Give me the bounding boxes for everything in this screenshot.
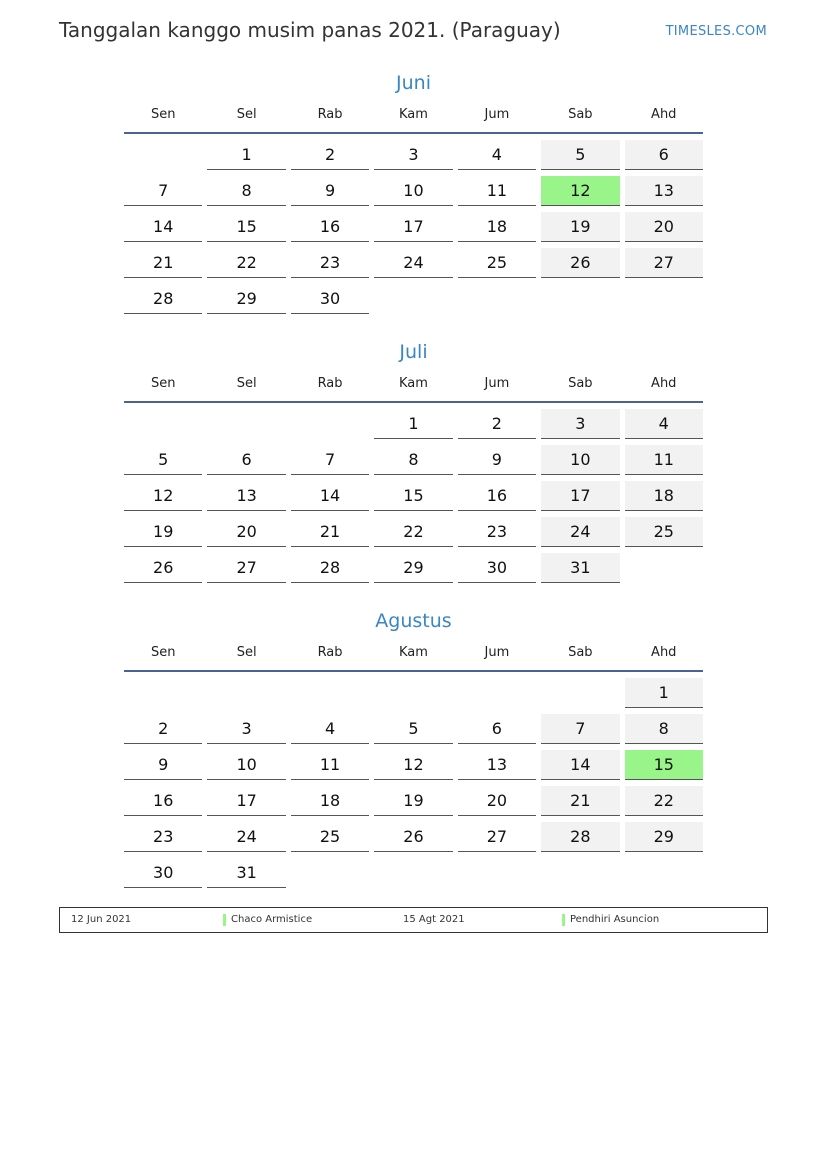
weekday-label: Jum	[484, 107, 510, 122]
day-cell: 20	[458, 786, 536, 816]
weekday-label: Ahd	[651, 376, 677, 391]
day-cell: 7	[124, 176, 202, 206]
day-cell: 6	[458, 714, 536, 744]
weekend-day-cell: 18	[625, 481, 703, 511]
day-cell: 1	[374, 409, 452, 439]
day-cell: 11	[458, 176, 536, 206]
day-cell: 18	[291, 786, 369, 816]
weekday-label: Rab	[317, 376, 343, 391]
day-cell: 11	[291, 750, 369, 780]
legend-holiday-name: Pendhiri Asuncion	[570, 914, 660, 925]
weekday-label: Kam	[399, 645, 428, 660]
empty-day-cell	[541, 284, 619, 314]
empty-day-cell	[374, 678, 452, 708]
week-row	[124, 858, 703, 894]
weekday-label: Sab	[568, 376, 593, 391]
day-cell: 24	[374, 248, 452, 278]
empty-day-cell	[541, 858, 619, 888]
week-row	[124, 140, 703, 176]
day-cell: 26	[124, 553, 202, 583]
empty-day-cell	[291, 678, 369, 708]
page-title: Tanggalan kanggo musim panas 2021. (Paraguay)	[59, 18, 561, 42]
month-title: Juli	[399, 341, 428, 363]
week-row	[124, 822, 703, 858]
day-cell: 17	[374, 212, 452, 242]
day-cell: 10	[207, 750, 285, 780]
weekday-label: Sel	[236, 107, 257, 122]
day-cell: 23	[124, 822, 202, 852]
month-calendar-juli	[124, 337, 703, 589]
empty-day-cell	[124, 140, 202, 170]
empty-day-cell	[207, 678, 285, 708]
day-cell: 26	[374, 822, 452, 852]
legend-color-marker	[223, 914, 226, 926]
weekend-day-cell: 6	[625, 140, 703, 170]
holiday-day-cell: 15	[625, 750, 703, 780]
weekday-label: Sab	[568, 107, 593, 122]
weekend-day-cell: 14	[541, 750, 619, 780]
weekend-day-cell: 28	[541, 822, 619, 852]
day-cell: 20	[207, 517, 285, 547]
day-cell: 9	[291, 176, 369, 206]
week-row	[124, 284, 703, 320]
weekend-day-cell: 26	[541, 248, 619, 278]
empty-day-cell	[541, 678, 619, 708]
day-cell: 25	[458, 248, 536, 278]
week-row	[124, 678, 703, 714]
day-cell: 15	[207, 212, 285, 242]
day-cell: 4	[458, 140, 536, 170]
week-row	[124, 786, 703, 822]
week-row	[124, 517, 703, 553]
empty-day-cell	[458, 284, 536, 314]
weekend-day-cell: 31	[541, 553, 619, 583]
week-row	[124, 714, 703, 750]
day-cell: 28	[124, 284, 202, 314]
month-title: Agustus	[375, 610, 452, 632]
weekend-day-cell: 1	[625, 678, 703, 708]
weekend-day-cell: 25	[625, 517, 703, 547]
day-cell: 19	[374, 786, 452, 816]
empty-day-cell	[374, 858, 452, 888]
day-cell: 10	[374, 176, 452, 206]
weeks-grid	[124, 134, 703, 320]
week-row	[124, 445, 703, 481]
weekend-day-cell: 3	[541, 409, 619, 439]
day-cell: 1	[207, 140, 285, 170]
day-cell: 27	[207, 553, 285, 583]
day-cell: 14	[291, 481, 369, 511]
day-cell: 19	[124, 517, 202, 547]
week-row	[124, 409, 703, 445]
day-cell: 5	[124, 445, 202, 475]
weekend-day-cell: 10	[541, 445, 619, 475]
day-cell: 22	[207, 248, 285, 278]
day-cell: 7	[291, 445, 369, 475]
day-cell: 5	[374, 714, 452, 744]
weekday-header-row	[124, 636, 703, 670]
day-cell: 14	[124, 212, 202, 242]
weekend-day-cell: 8	[625, 714, 703, 744]
empty-day-cell	[207, 409, 285, 439]
weekday-label: Sen	[150, 645, 176, 660]
weekend-day-cell: 13	[625, 176, 703, 206]
legend-date: 12 Jun 2021	[71, 914, 132, 925]
weekend-day-cell: 17	[541, 481, 619, 511]
day-cell: 25	[291, 822, 369, 852]
weekday-label: Rab	[317, 107, 343, 122]
empty-day-cell	[625, 284, 703, 314]
legend-holiday-name: Chaco Armistice	[231, 914, 313, 925]
day-cell: 23	[291, 248, 369, 278]
day-cell: 8	[207, 176, 285, 206]
empty-day-cell	[374, 284, 452, 314]
empty-day-cell	[124, 409, 202, 439]
weekday-label: Jum	[484, 376, 510, 391]
weekend-day-cell: 7	[541, 714, 619, 744]
day-cell: 22	[374, 517, 452, 547]
weekend-day-cell: 4	[625, 409, 703, 439]
weekday-label: Kam	[399, 376, 428, 391]
weekend-day-cell: 20	[625, 212, 703, 242]
day-cell: 9	[124, 750, 202, 780]
weekend-day-cell: 21	[541, 786, 619, 816]
day-cell: 12	[374, 750, 452, 780]
day-cell: 16	[291, 212, 369, 242]
day-cell: 9	[458, 445, 536, 475]
day-cell: 28	[291, 553, 369, 583]
day-cell: 2	[291, 140, 369, 170]
month-title: Juni	[396, 72, 431, 94]
weekend-day-cell: 11	[625, 445, 703, 475]
day-cell: 30	[124, 858, 202, 888]
empty-day-cell	[625, 858, 703, 888]
day-cell: 29	[374, 553, 452, 583]
weekend-day-cell: 22	[625, 786, 703, 816]
week-row	[124, 750, 703, 786]
month-calendar-agustus	[124, 606, 703, 894]
day-cell: 23	[458, 517, 536, 547]
day-cell: 3	[207, 714, 285, 744]
weekday-header-row	[124, 367, 703, 401]
day-cell: 13	[207, 481, 285, 511]
weekday-label: Sel	[236, 645, 257, 660]
legend-color-marker	[562, 914, 565, 926]
day-cell: 2	[124, 714, 202, 744]
day-cell: 16	[458, 481, 536, 511]
week-row	[124, 176, 703, 212]
weekday-label: Ahd	[651, 107, 677, 122]
weekday-label: Sen	[150, 107, 176, 122]
day-cell: 24	[207, 822, 285, 852]
week-row	[124, 481, 703, 517]
weekday-label: Kam	[399, 107, 428, 122]
weekday-label: Sen	[150, 376, 176, 391]
weekday-label: Sel	[236, 376, 257, 391]
day-cell: 30	[458, 553, 536, 583]
weekend-day-cell: 19	[541, 212, 619, 242]
empty-day-cell	[291, 409, 369, 439]
day-cell: 3	[374, 140, 452, 170]
empty-day-cell	[291, 858, 369, 888]
day-cell: 29	[207, 284, 285, 314]
day-cell: 13	[458, 750, 536, 780]
weeks-grid	[124, 403, 703, 589]
holiday-legend	[59, 907, 768, 933]
weekend-day-cell: 27	[625, 248, 703, 278]
day-cell: 15	[374, 481, 452, 511]
weeks-grid	[124, 672, 703, 894]
empty-day-cell	[458, 678, 536, 708]
legend-date: 15 Agt 2021	[403, 914, 465, 925]
day-cell: 16	[124, 786, 202, 816]
empty-day-cell	[458, 858, 536, 888]
day-cell: 18	[458, 212, 536, 242]
weekday-label: Sab	[568, 645, 593, 660]
weekend-day-cell: 29	[625, 822, 703, 852]
weekday-label: Ahd	[651, 645, 677, 660]
day-cell: 8	[374, 445, 452, 475]
day-cell: 27	[458, 822, 536, 852]
day-cell: 21	[124, 248, 202, 278]
month-calendar-juni	[124, 68, 703, 320]
weekday-label: Jum	[484, 645, 510, 660]
day-cell: 12	[124, 481, 202, 511]
day-cell: 30	[291, 284, 369, 314]
empty-day-cell	[124, 678, 202, 708]
weekend-day-cell: 5	[541, 140, 619, 170]
weekday-header-row	[124, 98, 703, 132]
week-row	[124, 553, 703, 589]
week-row	[124, 248, 703, 284]
week-row	[124, 212, 703, 248]
empty-day-cell	[625, 553, 703, 583]
day-cell: 4	[291, 714, 369, 744]
weekday-label: Rab	[317, 645, 343, 660]
weekend-day-cell: 24	[541, 517, 619, 547]
day-cell: 21	[291, 517, 369, 547]
day-cell: 2	[458, 409, 536, 439]
day-cell: 17	[207, 786, 285, 816]
day-cell: 31	[207, 858, 285, 888]
day-cell: 6	[207, 445, 285, 475]
brand-link[interactable]: TIMESLES.COM	[665, 24, 767, 39]
holiday-day-cell: 12	[541, 176, 619, 206]
